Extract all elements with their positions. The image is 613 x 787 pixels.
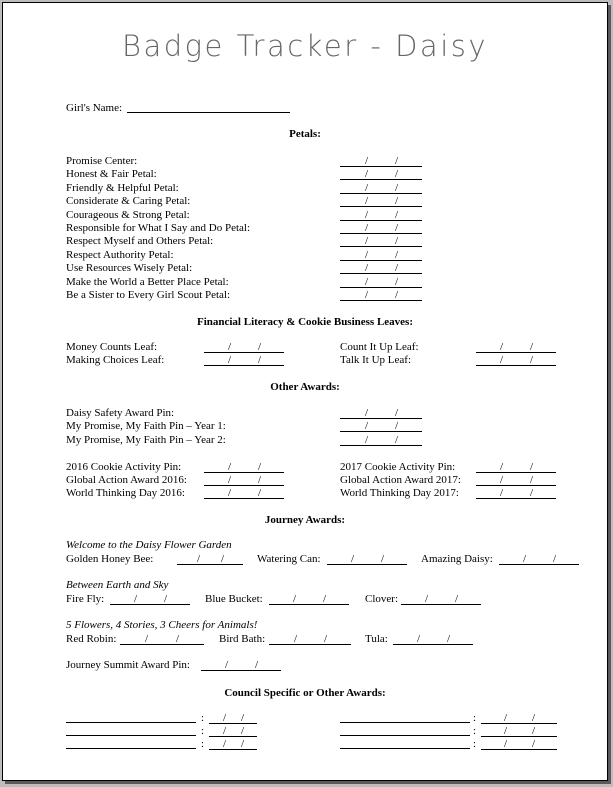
- date-separator: /: [395, 407, 399, 419]
- journey-award-date-field[interactable]: [499, 553, 579, 565]
- date-separator: /: [504, 712, 508, 724]
- date-separator: /: [530, 474, 534, 486]
- award-date-field[interactable]: [204, 474, 284, 486]
- date-separator: /: [504, 725, 508, 737]
- award-label: Daisy Safety Award Pin:: [66, 407, 175, 419]
- journey-award-date-field[interactable]: [120, 633, 204, 645]
- council-award-name-field[interactable]: [340, 725, 470, 736]
- date-separator: /: [241, 712, 245, 724]
- journey-award-label: Clover:: [365, 593, 398, 605]
- date-separator: /: [532, 712, 536, 724]
- journey-award-label: Blue Bucket:: [205, 593, 263, 605]
- journey-award-label: Golden Honey Bee:: [66, 553, 154, 565]
- journey-award-label: Bird Bath:: [219, 633, 266, 645]
- date-separator: /: [365, 235, 369, 247]
- date-separator: /: [395, 262, 399, 274]
- girls-name-label: Girl's Name:: [66, 102, 123, 114]
- petal-date-field[interactable]: [340, 249, 422, 261]
- badge-tracker-sheet: [2, 2, 608, 781]
- date-separator: /: [255, 659, 259, 671]
- award-date-field[interactable]: [476, 487, 556, 499]
- award-date-field[interactable]: [476, 461, 556, 473]
- award-date-field[interactable]: [340, 420, 422, 432]
- date-separator: /: [365, 289, 369, 301]
- financial-heading: Financial Literacy & Cookie Business Leaves:: [196, 316, 414, 328]
- journey-award-date-field[interactable]: [269, 593, 349, 605]
- award-label: My Promise, My Faith Pin – Year 1:: [66, 420, 226, 432]
- award-date-field[interactable]: [476, 474, 556, 486]
- journey-award-label: Amazing Daisy:: [421, 553, 493, 565]
- date-separator: /: [447, 633, 451, 645]
- award-label: Global Action Award 2016:: [66, 474, 187, 486]
- date-separator: /: [258, 474, 262, 486]
- date-separator: /: [395, 182, 399, 194]
- date-separator: /: [228, 354, 232, 366]
- council-heading: Council Specific or Other Awards:: [224, 687, 386, 699]
- date-separator: /: [500, 474, 504, 486]
- leaf-label: Making Choices Leaf:: [66, 354, 165, 366]
- award-date-field[interactable]: [340, 434, 422, 446]
- award-label: 2017 Cookie Activity Pin:: [340, 461, 456, 473]
- date-separator: /: [395, 420, 399, 432]
- date-separator: /: [504, 738, 508, 750]
- leaf-label: Count It Up Leaf:: [340, 341, 419, 353]
- journey-heading: Journey Awards:: [264, 514, 346, 526]
- other-awards-heading: Other Awards:: [270, 381, 340, 393]
- petals-heading: Petals:: [289, 128, 321, 140]
- council-award-date-field[interactable]: [481, 725, 557, 737]
- date-separator: /: [523, 553, 527, 565]
- date-separator: /: [365, 182, 369, 194]
- council-award-date-field[interactable]: [481, 738, 557, 750]
- date-separator: /: [223, 712, 227, 724]
- date-separator: /: [395, 434, 399, 446]
- colon-separator: :: [473, 725, 477, 737]
- petal-label: Honest & Fair Petal:: [66, 168, 157, 180]
- petal-label: Use Resources Wisely Petal:: [66, 262, 193, 274]
- date-separator: /: [530, 487, 534, 499]
- award-date-field[interactable]: [204, 461, 284, 473]
- award-label: World Thinking Day 2016:: [66, 487, 185, 499]
- date-separator: /: [395, 168, 399, 180]
- petal-date-field[interactable]: [340, 195, 422, 207]
- award-label: 2016 Cookie Activity Pin:: [66, 461, 182, 473]
- date-separator: /: [258, 354, 262, 366]
- date-separator: /: [395, 289, 399, 301]
- date-separator: /: [351, 553, 355, 565]
- date-separator: /: [395, 195, 399, 207]
- date-separator: /: [395, 249, 399, 261]
- petal-date-field[interactable]: [340, 235, 422, 247]
- date-separator: /: [241, 738, 245, 750]
- council-award-date-field[interactable]: [209, 738, 257, 750]
- date-separator: /: [258, 487, 262, 499]
- petal-label: Courageous & Strong Petal:: [66, 209, 190, 221]
- petal-date-field[interactable]: [340, 209, 422, 221]
- journey-name: 5 Flowers, 4 Stories, 3 Cheers for Animals!: [66, 619, 258, 631]
- date-separator: /: [221, 553, 225, 565]
- date-separator: /: [425, 593, 429, 605]
- colon-separator: :: [201, 738, 205, 750]
- page-title: Badge Tracker - Daisy: [121, 29, 489, 63]
- date-separator: /: [228, 341, 232, 353]
- date-separator: /: [530, 461, 534, 473]
- colon-separator: :: [201, 712, 205, 724]
- petal-label: Respect Myself and Others Petal:: [66, 235, 214, 247]
- date-separator: /: [164, 593, 168, 605]
- date-separator: /: [395, 209, 399, 221]
- date-separator: /: [532, 725, 536, 737]
- date-separator: /: [294, 633, 298, 645]
- date-separator: /: [197, 553, 201, 565]
- petal-label: Make the World a Better Place Petal:: [66, 276, 229, 288]
- petal-date-field[interactable]: [340, 155, 422, 167]
- leaf-date-field[interactable]: [476, 354, 556, 366]
- date-separator: /: [532, 738, 536, 750]
- date-separator: /: [395, 222, 399, 234]
- council-award-name-field[interactable]: [66, 712, 196, 723]
- council-award-name-field[interactable]: [340, 712, 470, 723]
- journey-name: Between Earth and Sky: [66, 579, 169, 591]
- journey-award-label: Tula:: [365, 633, 388, 645]
- date-separator: /: [365, 262, 369, 274]
- date-separator: /: [223, 725, 227, 737]
- journey-summit-date-field[interactable]: [201, 659, 281, 671]
- date-separator: /: [324, 633, 328, 645]
- journey-award-label: Watering Can:: [257, 553, 321, 565]
- date-separator: /: [417, 633, 421, 645]
- award-date-field[interactable]: [204, 487, 284, 499]
- date-separator: /: [225, 659, 229, 671]
- colon-separator: :: [473, 738, 477, 750]
- leaf-label: Money Counts Leaf:: [66, 341, 158, 353]
- petal-date-field[interactable]: [340, 182, 422, 194]
- date-separator: /: [500, 461, 504, 473]
- date-separator: /: [365, 168, 369, 180]
- journey-award-date-field[interactable]: [327, 553, 407, 565]
- petal-label: Considerate & Caring Petal:: [66, 195, 191, 207]
- date-separator: /: [365, 276, 369, 288]
- award-date-field[interactable]: [340, 407, 422, 419]
- journey-summit-label: Journey Summit Award Pin:: [66, 659, 190, 671]
- date-separator: /: [365, 434, 369, 446]
- date-separator: /: [228, 461, 232, 473]
- petal-date-field[interactable]: [340, 262, 422, 274]
- date-separator: /: [365, 155, 369, 167]
- petal-label: Respect Authority Petal:: [66, 249, 174, 261]
- leaf-date-field[interactable]: [204, 341, 284, 353]
- award-label: My Promise, My Faith Pin – Year 2:: [66, 434, 226, 446]
- journey-award-date-field[interactable]: [177, 553, 243, 565]
- date-separator: /: [323, 593, 327, 605]
- journey-name: Welcome to the Daisy Flower Garden: [66, 539, 232, 551]
- petal-label: Promise Center:: [66, 155, 138, 167]
- date-separator: /: [455, 593, 459, 605]
- date-separator: /: [293, 593, 297, 605]
- date-separator: /: [553, 553, 557, 565]
- date-separator: /: [176, 633, 180, 645]
- date-separator: /: [500, 487, 504, 499]
- date-separator: /: [134, 593, 138, 605]
- date-separator: /: [395, 276, 399, 288]
- council-award-date-field[interactable]: [481, 712, 557, 724]
- journey-award-date-field[interactable]: [110, 593, 190, 605]
- journey-award-label: Fire Fly:: [66, 593, 105, 605]
- award-label: World Thinking Day 2017:: [340, 487, 459, 499]
- date-separator: /: [500, 354, 504, 366]
- colon-separator: :: [201, 725, 205, 737]
- petal-date-field[interactable]: [340, 222, 422, 234]
- date-separator: /: [223, 738, 227, 750]
- date-separator: /: [365, 249, 369, 261]
- council-award-name-field[interactable]: [66, 738, 196, 749]
- date-separator: /: [530, 341, 534, 353]
- date-separator: /: [530, 354, 534, 366]
- leaf-date-field[interactable]: [476, 341, 556, 353]
- date-separator: /: [395, 155, 399, 167]
- journey-award-label: Red Robin:: [66, 633, 117, 645]
- leaf-date-field[interactable]: [204, 354, 284, 366]
- date-separator: /: [258, 461, 262, 473]
- date-separator: /: [228, 487, 232, 499]
- date-separator: /: [228, 474, 232, 486]
- council-award-date-field[interactable]: [209, 725, 257, 737]
- council-award-name-field[interactable]: [66, 725, 196, 736]
- journey-award-date-field[interactable]: [269, 633, 351, 645]
- petal-date-field[interactable]: [340, 168, 422, 180]
- date-separator: /: [145, 633, 149, 645]
- council-award-date-field[interactable]: [209, 712, 257, 724]
- date-separator: /: [241, 725, 245, 737]
- date-separator: /: [365, 222, 369, 234]
- journey-award-date-field[interactable]: [393, 633, 473, 645]
- date-separator: /: [258, 341, 262, 353]
- journey-award-date-field[interactable]: [401, 593, 481, 605]
- petal-label: Friendly & Helpful Petal:: [66, 182, 179, 194]
- date-separator: /: [365, 209, 369, 221]
- date-separator: /: [365, 420, 369, 432]
- date-separator: /: [381, 553, 385, 565]
- petal-date-field[interactable]: [340, 276, 422, 288]
- date-separator: /: [365, 407, 369, 419]
- date-separator: /: [395, 235, 399, 247]
- date-separator: /: [365, 195, 369, 207]
- girls-name-field[interactable]: [127, 102, 290, 113]
- petal-date-field[interactable]: [340, 289, 422, 301]
- petal-label: Responsible for What I Say and Do Petal:: [66, 222, 251, 234]
- colon-separator: :: [473, 712, 477, 724]
- petal-label: Be a Sister to Every Girl Scout Petal:: [66, 289, 231, 301]
- leaf-label: Talk It Up Leaf:: [340, 354, 412, 366]
- date-separator: /: [500, 341, 504, 353]
- award-label: Global Action Award 2017:: [340, 474, 461, 486]
- council-award-name-field[interactable]: [340, 738, 470, 749]
